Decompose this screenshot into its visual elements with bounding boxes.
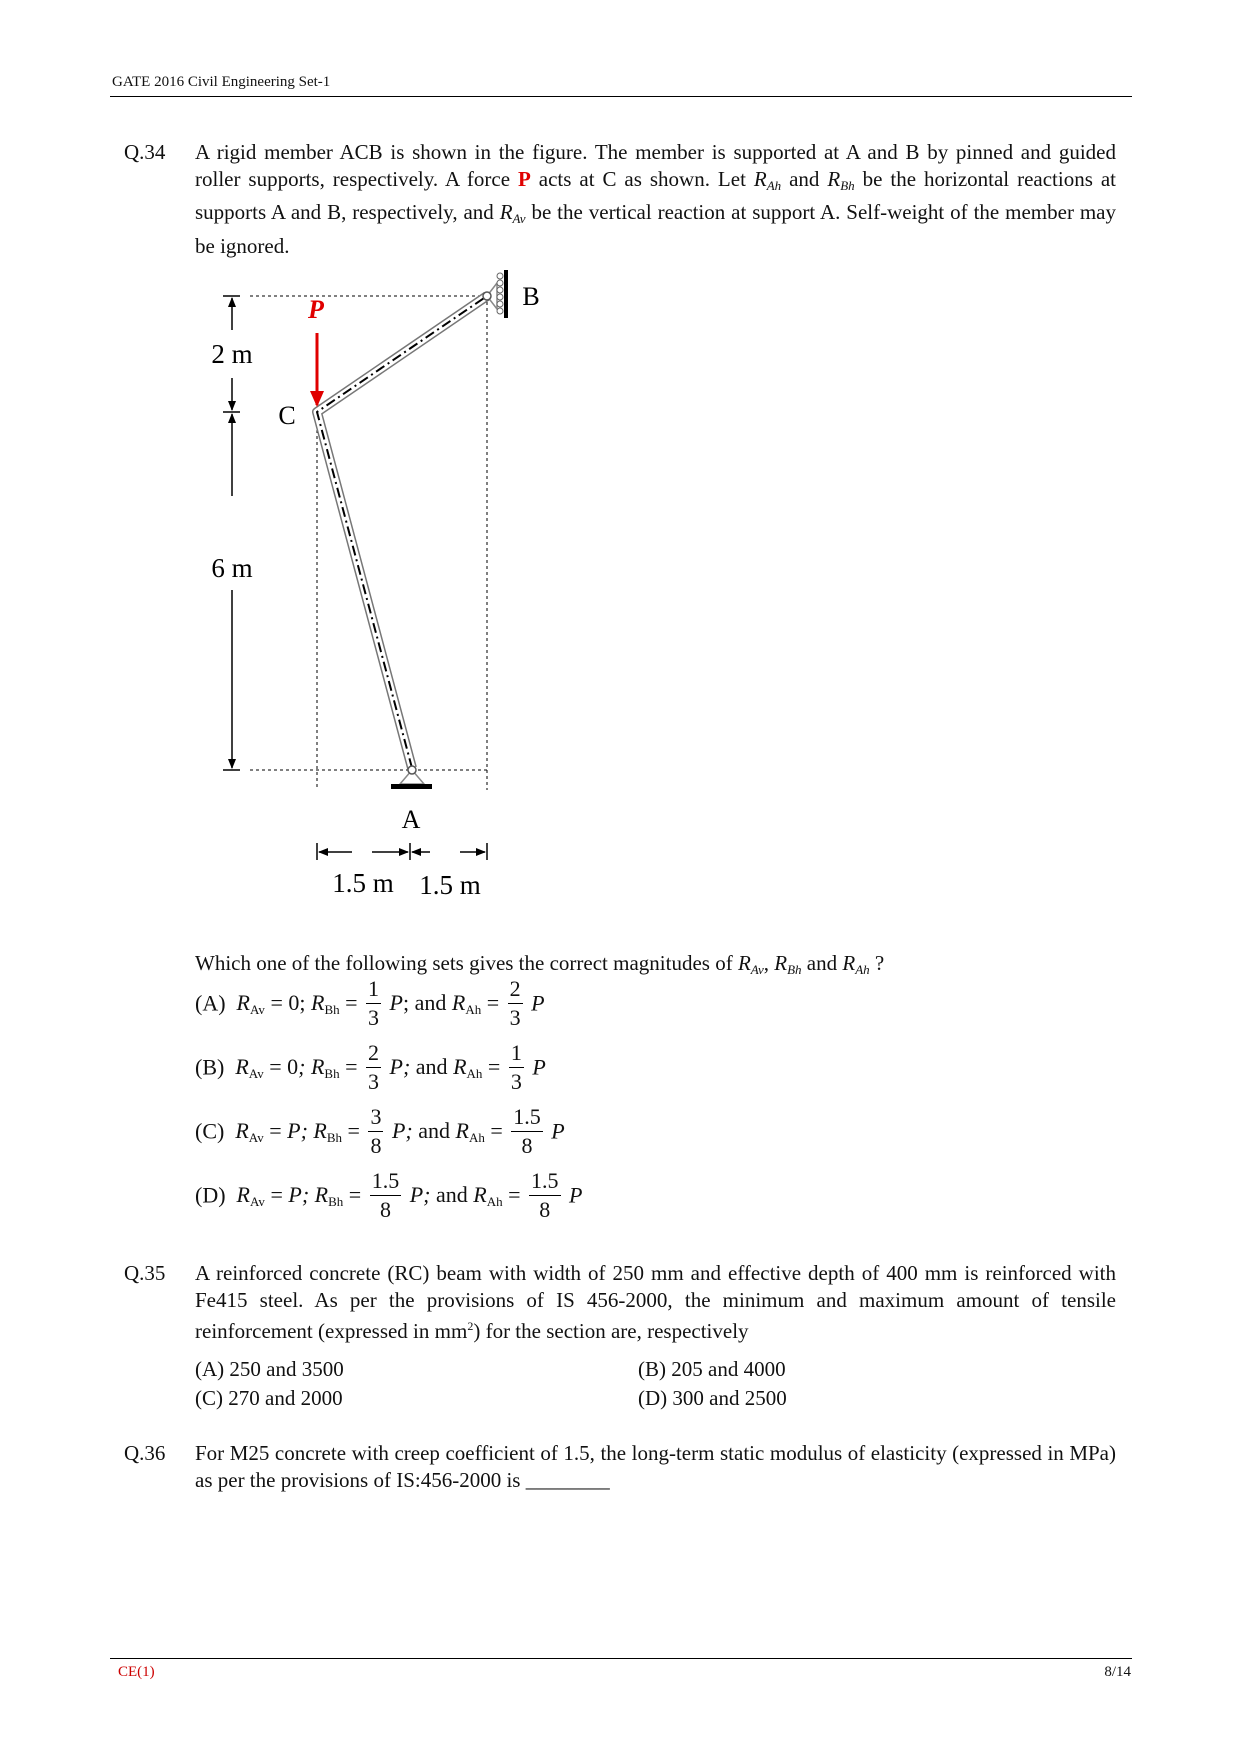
q34-option-b[interactable]: (B) $R_{Av} = 0$; $R_{Bh}$ = $\frac{2}{3}$ P; and $R_{Ah}$ = $\frac{1}{3}$ P <box>195 1040 546 1094</box>
q34-text: A rigid member ACB is shown in the figure. The member is supported at A and B by pinned and guided roller supports, respectively. A force P acts at C as shown. Let $R_{Ah}$ and $R_{Bh}$ be the horizontal reactions at supports A and B, respectively, and $R_{Av}$ be the vertical reaction at support A. Self-weight of the member may be ignored. <box>195 140 1116 258</box>
q35-option-d[interactable]: (D) 300 and 2500 <box>638 1386 787 1410</box>
label-b: B <box>522 282 540 311</box>
footer-code: CE(1) <box>118 1664 155 1680</box>
q36-text: For M25 concrete with creep coefficient of 1.5, the long-term static modulus of elasticity (expressed in MPa) as per the provisions of IS:456-2000 is ________ <box>195 1441 1116 1492</box>
label-a: A <box>401 805 421 834</box>
force-label: P <box>308 295 324 324</box>
footer-rule <box>110 1658 1132 1659</box>
q36-number: Q.36 <box>124 1441 166 1465</box>
q35-number: Q.35 <box>124 1261 166 1285</box>
page-header-title: GATE 2016 Civil Engineering Set-1 <box>112 74 331 90</box>
dim-6m: 6 m <box>211 553 253 583</box>
q35-option-c[interactable]: (C) 270 and 2000 <box>195 1386 343 1410</box>
q34-question: Which one of the following sets gives the correct magnitudes of $R_{Av}$, $R_{Bh}$ and $R_{Ah}$ ? <box>195 951 885 977</box>
horizontal-dimension <box>317 843 487 860</box>
support-a <box>391 766 432 789</box>
dim-2m: 2 m <box>211 339 253 369</box>
q34-number: Q.34 <box>124 140 166 164</box>
q34-option-d[interactable]: (D) $R_{Av} = P$; $R_{Bh}$ = $\frac{1.5}{8}$ P; and $R_{Ah}$ = $\frac{1.5}{8}$ P <box>195 1168 583 1222</box>
page-number: 8/14 <box>1104 1664 1131 1680</box>
member-acb <box>317 296 487 768</box>
q35-option-a[interactable]: (A) 250 and 3500 <box>195 1357 344 1381</box>
q34-option-c[interactable]: (C) $R_{Av} = P$; $R_{Bh}$ = $\frac{3}{8}$ P; and $R_{Ah}$ = $\frac{1.5}{8}$ P <box>195 1104 565 1158</box>
dim-right: 1.5 m <box>419 870 481 900</box>
label-c: C <box>278 401 296 430</box>
dim-left: 1.5 m <box>332 868 394 898</box>
force-symbol: P <box>517 166 531 191</box>
q34-option-a[interactable]: (A) $R_{Av} = 0$; $R_{Bh}$ = $\frac{1}{3}$ P; and $R_{Ah}$ = $\frac{2}{3}$ P <box>195 976 545 1030</box>
q35-text: A reinforced concrete (RC) beam with width of 250 mm and effective depth of 400 mm is reinforced with Fe415 steel. As per the provisions of IS 456-2000, the minimum and maximum amount of tensile reinforcement (expressed in $mm^2$) for the section are, respectively <box>195 1261 1116 1343</box>
q35-option-b[interactable]: (B) 205 and 4000 <box>638 1357 786 1381</box>
